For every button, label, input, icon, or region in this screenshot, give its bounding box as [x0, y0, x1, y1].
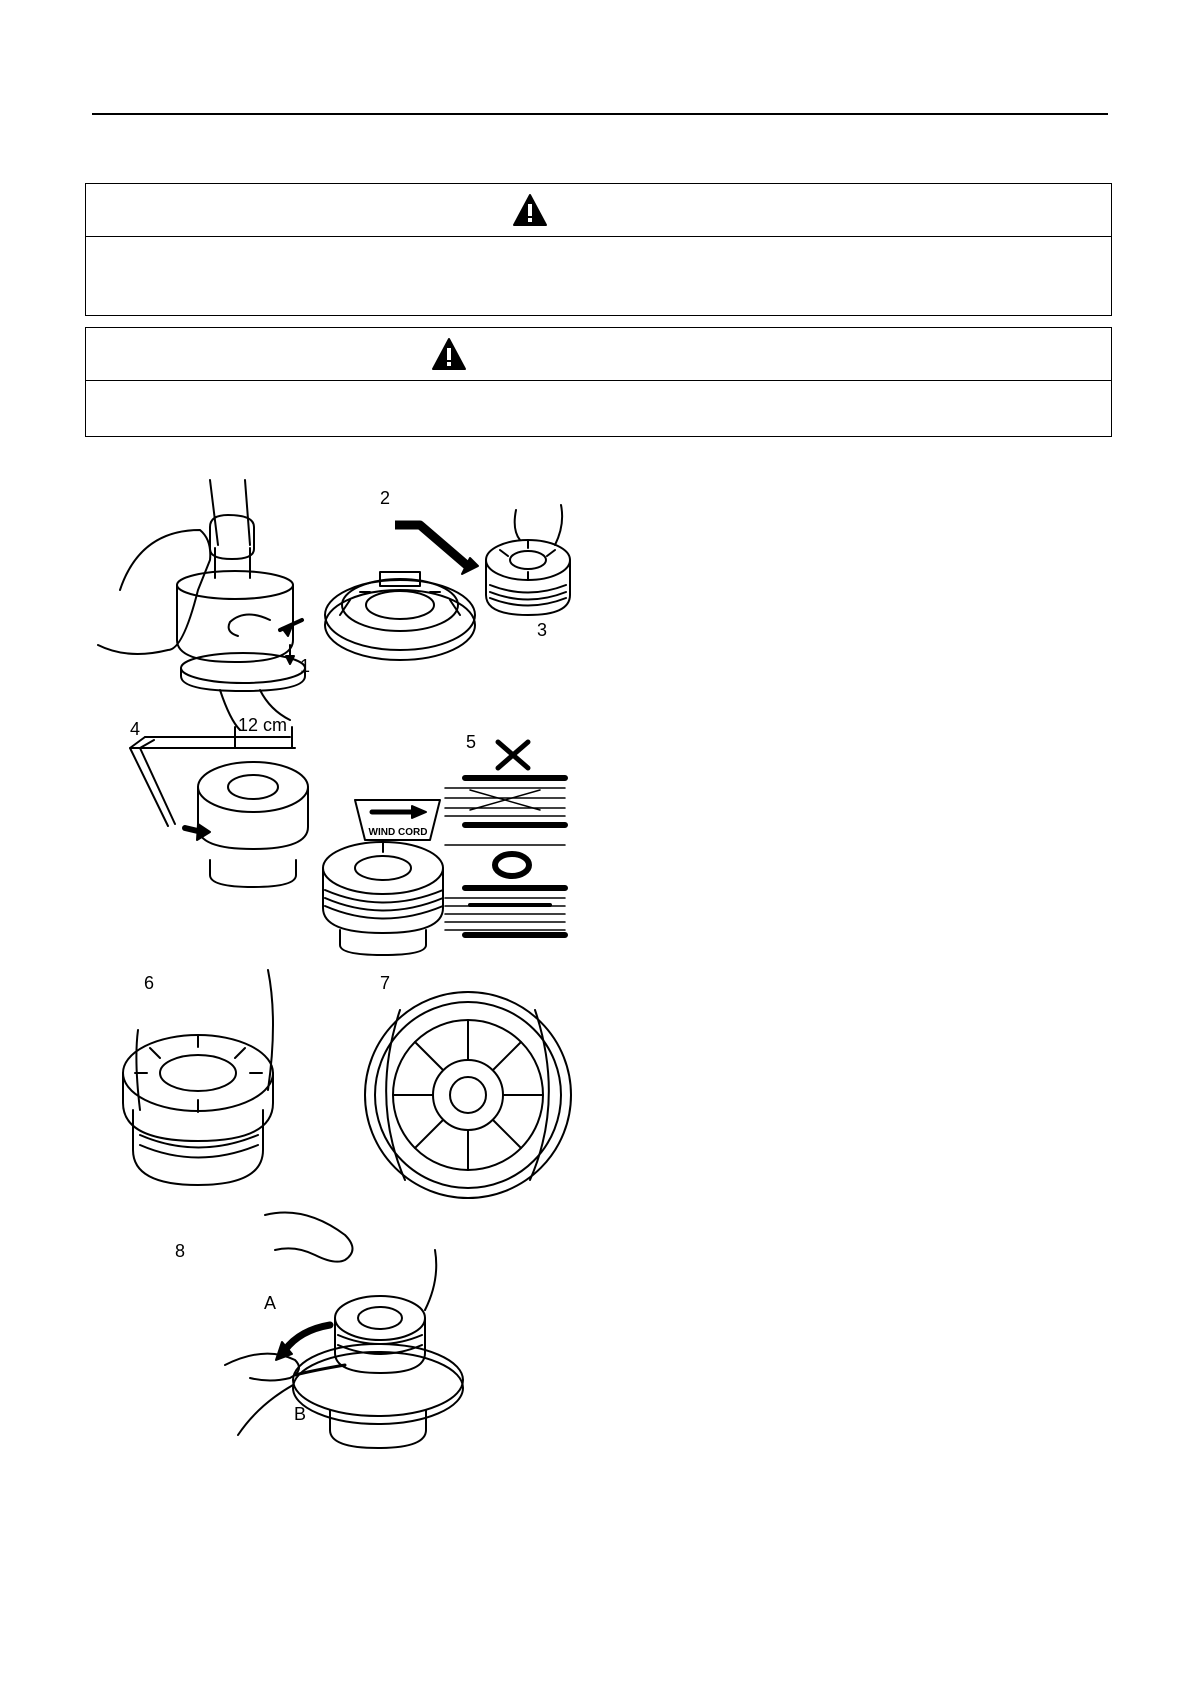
warning-box-1 — [85, 183, 1112, 316]
figure-7-top-view — [365, 992, 571, 1198]
step-label-1: 1 — [300, 656, 311, 676]
step-label-4: 4 — [130, 719, 141, 739]
figure-6-wound-spool — [123, 970, 273, 1185]
figure-3-spool — [486, 505, 570, 615]
warning-triangle-icon — [431, 337, 467, 371]
warning-triangle-icon — [512, 193, 548, 227]
step-label-8: 8 — [175, 1241, 186, 1261]
figure-4-line-length — [130, 727, 308, 887]
measurement-label: 12 cm — [238, 715, 288, 735]
figure-2-housing — [325, 525, 478, 660]
illustration-text — [130, 488, 547, 1424]
figure-8-insert-spool — [225, 1213, 463, 1449]
warning-box-1-header — [86, 184, 1111, 237]
figure-1-remove-cover — [98, 480, 305, 730]
figure-4-spool-sticker — [323, 800, 443, 955]
figure-5-winding — [445, 742, 565, 935]
step-label-2: 2 — [380, 488, 391, 508]
step-label-6: 6 — [144, 973, 155, 993]
step-label-3: 3 — [537, 620, 548, 640]
warning-box-2 — [85, 327, 1112, 437]
hand-label-b: B — [294, 1404, 307, 1424]
header-rule — [92, 113, 1108, 115]
warning-box-2-header — [86, 328, 1111, 381]
step-label-5: 5 — [466, 732, 477, 752]
hand-label-a: A — [264, 1293, 277, 1313]
step-label-7: 7 — [380, 973, 391, 993]
spool-sticker-label: WIND CORD — [368, 827, 428, 838]
